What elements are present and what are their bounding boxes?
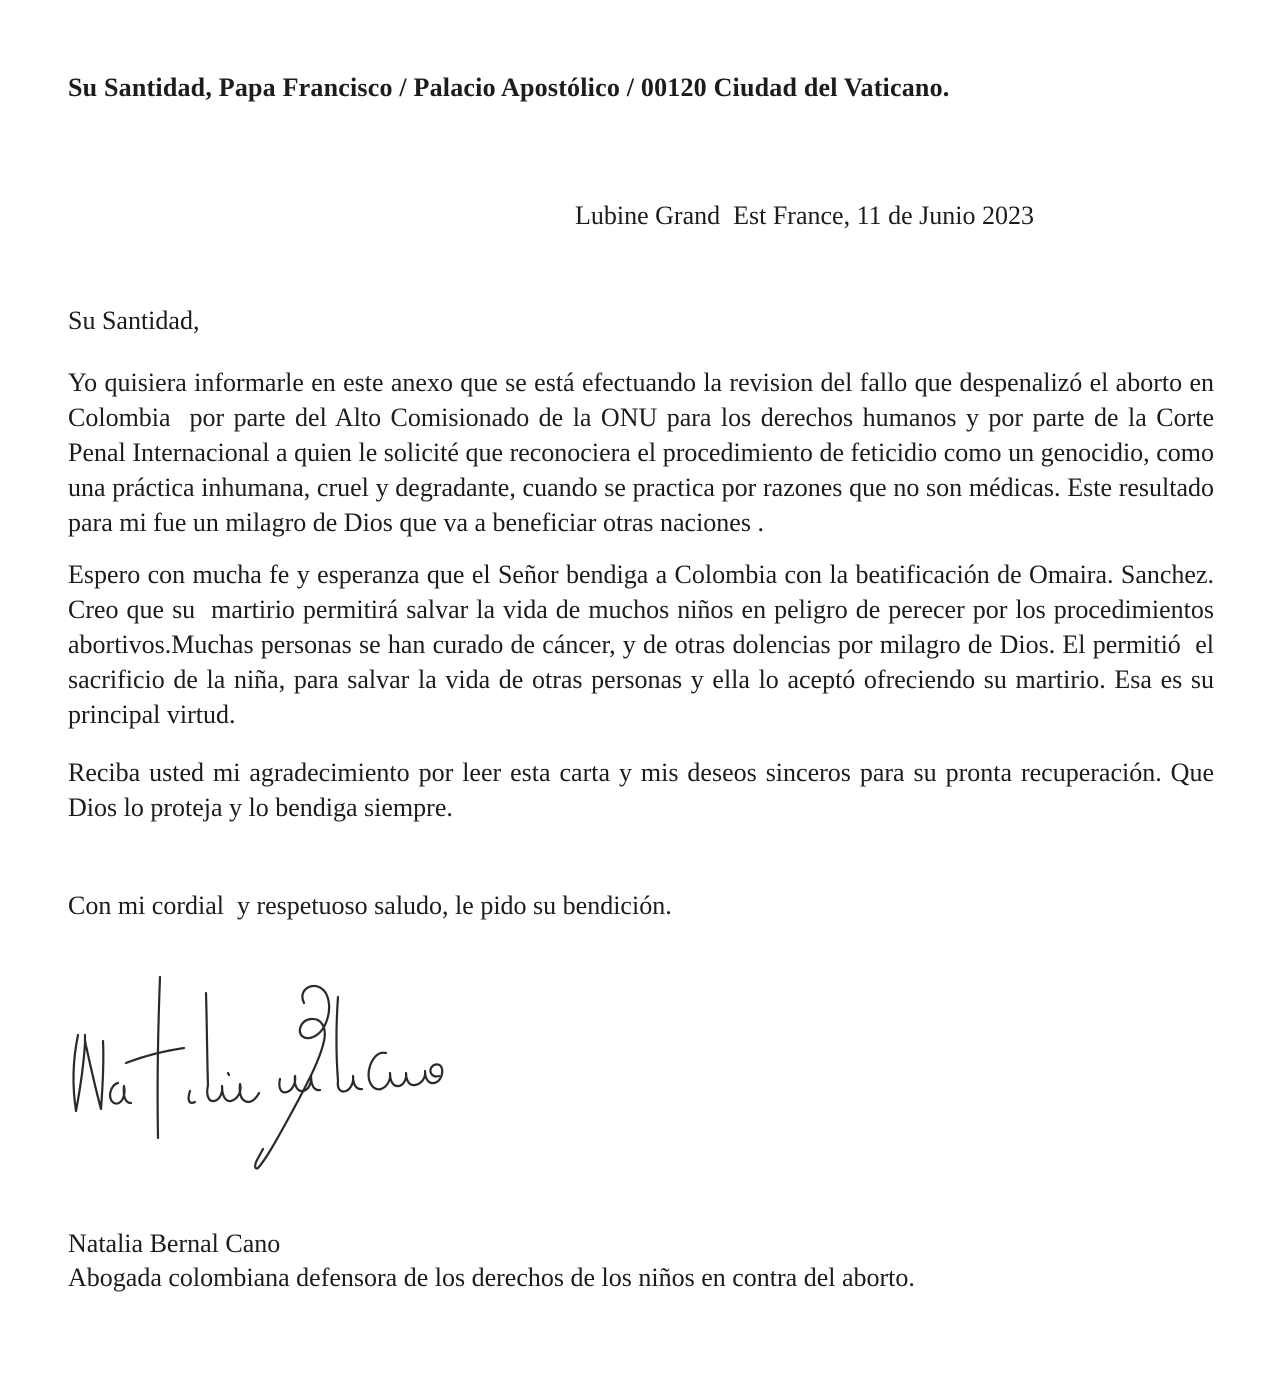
letter-content bbox=[68, 72, 1214, 1295]
signature-ink-strokes bbox=[68, 963, 468, 1185]
paragraph-2: Espero con mucha fe y esperanza que el Señor bendiga a Colombia con la beatificación de Omaira. Sanchez. Creo que su martirio permitirá salvar la vida de muchos niños en peligro de perecer por los procedimientos abortivos.Muchas personas se han curado de cáncer, y de otras dolencias por milagro de Dios. El permitió el sacrificio de la niña, para salvar la vida de otras personas y ella lo aceptó ofreciendo su martirio. Esa es su principal virtud. bbox=[68, 560, 1214, 729]
paragraph-3: Reciba usted mi agradecimiento por leer esta carta y mis deseos sinceros para su pronta recuperación. Que Dios lo proteja y lo bendiga siempre. bbox=[68, 758, 1214, 822]
signature-image bbox=[68, 963, 468, 1185]
recipient-line: Su Santidad, Papa Francisco / Palacio Apostólico / 00120 Ciudad del Vaticano. bbox=[68, 73, 950, 102]
salutation: Su Santidad, bbox=[68, 306, 200, 335]
closing-line: Con mi cordial y respetuoso saludo, le pido su bendición. bbox=[68, 891, 672, 920]
signer-name: Natalia Bernal Cano bbox=[68, 1229, 281, 1258]
dateline: Lubine Grand Est France, 11 de Junio 2023 bbox=[575, 201, 1034, 230]
signer-title: Abogada colombiana defensora de los derechos de los niños en contra del aborto. bbox=[68, 1263, 915, 1292]
paragraph-1: Yo quisiera informarle en este anexo que se está efectuando la revision del fallo que despenalizó el aborto en Colombia por parte del Alto Comisionado de la ONU para los derechos humanos y por parte de la Corte Penal Internacional a quien le solicité que reconociera el procedimiento de feticidio como un genocidio, como una práctica inhumana, cruel y degradante, cuando se practica por razones que no son médicas. Este resultado para mi fue un milagro de Dios que va a beneficiar otras naciones . bbox=[68, 368, 1214, 537]
